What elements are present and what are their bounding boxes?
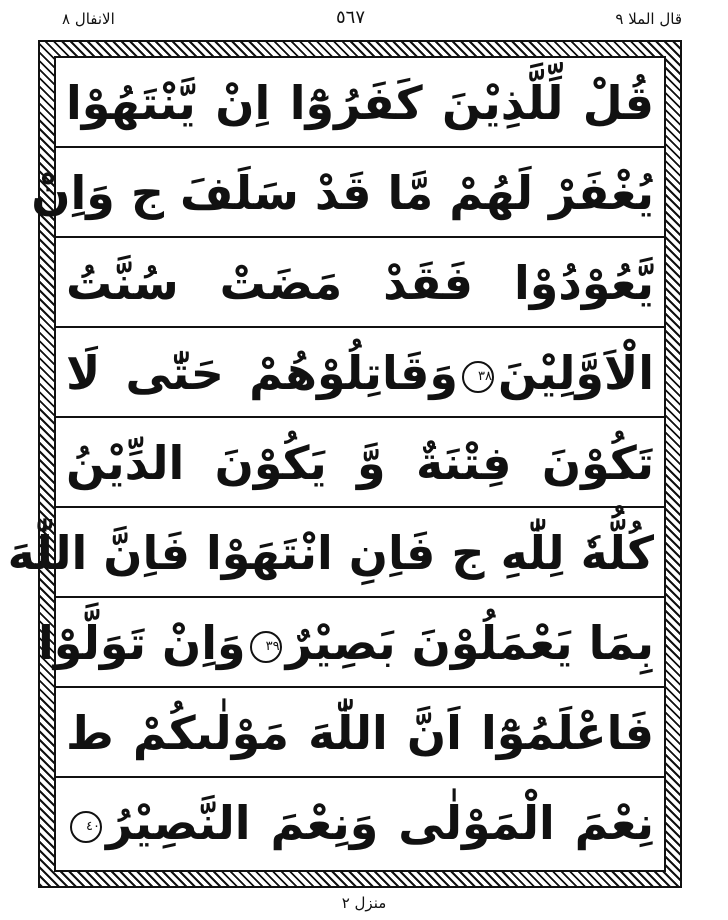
verse-line [56,778,664,868]
verse-text: يُغْفَرْ لَهُمْ مَّا قَدْ سَلَفَ ج وَاِنْ [31,166,654,220]
verse-line [7,508,664,598]
verse-line [38,598,664,688]
verse-text: نِعْمَ الْمَوْلٰى وَنِعْمَ النَّصِيْرُ [106,796,654,850]
verse-text: وَاِنْ تَوَلَّوْا [38,616,246,670]
ayah-number-marker: ٤٠ [70,811,102,843]
verse-line [56,58,664,148]
verse-line [56,328,664,418]
verse-line-text [66,244,654,322]
verse-line-text [31,154,654,232]
verse-line-text [66,334,654,412]
ayah-number-marker: ٣٨ [462,361,494,393]
manzil-label: منزل ٢ [341,894,387,912]
juz-name: قال الملا ٩ [615,10,682,28]
verse-text: الْاَوَّلِيْنَ [497,346,654,400]
verse-line-text [66,784,654,862]
verse-text: فَاعْلَمُوْٓا اَنَّ اللّٰهَ مَوْلٰىكُمْ ط [66,706,654,760]
verse-line-text [38,604,654,682]
verse-line [56,418,664,508]
verse-text: يَّعُوْدُوْا فَقَدْ مَضَتْ سُنَّتُ [66,256,654,310]
ayah-number-marker: ٣٩ [250,631,282,663]
verse-text: بِمَا يَعْمَلُوْنَ بَصِيْرٌ [285,616,654,670]
verse-line-text [7,514,654,592]
verse-text: كُلُّهٗ لِلّٰهِ ج فَاِنِ انْتَهَوْا فَاِنَّ اللّٰهَ [7,526,654,580]
page-number: ٥٦٧ [336,7,366,28]
verse-text: قُلْ لِّلَّذِيْنَ كَفَرُوْٓا اِنْ يَّنْتَهُوْا [66,76,654,130]
surah-name: الانفال ٨ [62,10,115,28]
text-area [7,56,666,872]
verse-line [31,148,664,238]
verse-text: وَقَاتِلُوْهُمْ حَتّٰى لَا [66,346,458,400]
verse-lines [7,58,664,870]
verse-line-text [66,424,654,502]
page-border [7,40,682,888]
page-header [0,6,728,36]
verse-line [56,238,664,328]
verse-line-text [66,694,654,772]
verse-text: تَكُوْنَ فِتْنَةٌ وَّ يَكُوْنَ الدِّيْنُ [66,436,654,490]
verse-line-text [66,64,654,142]
verse-line [56,688,664,778]
